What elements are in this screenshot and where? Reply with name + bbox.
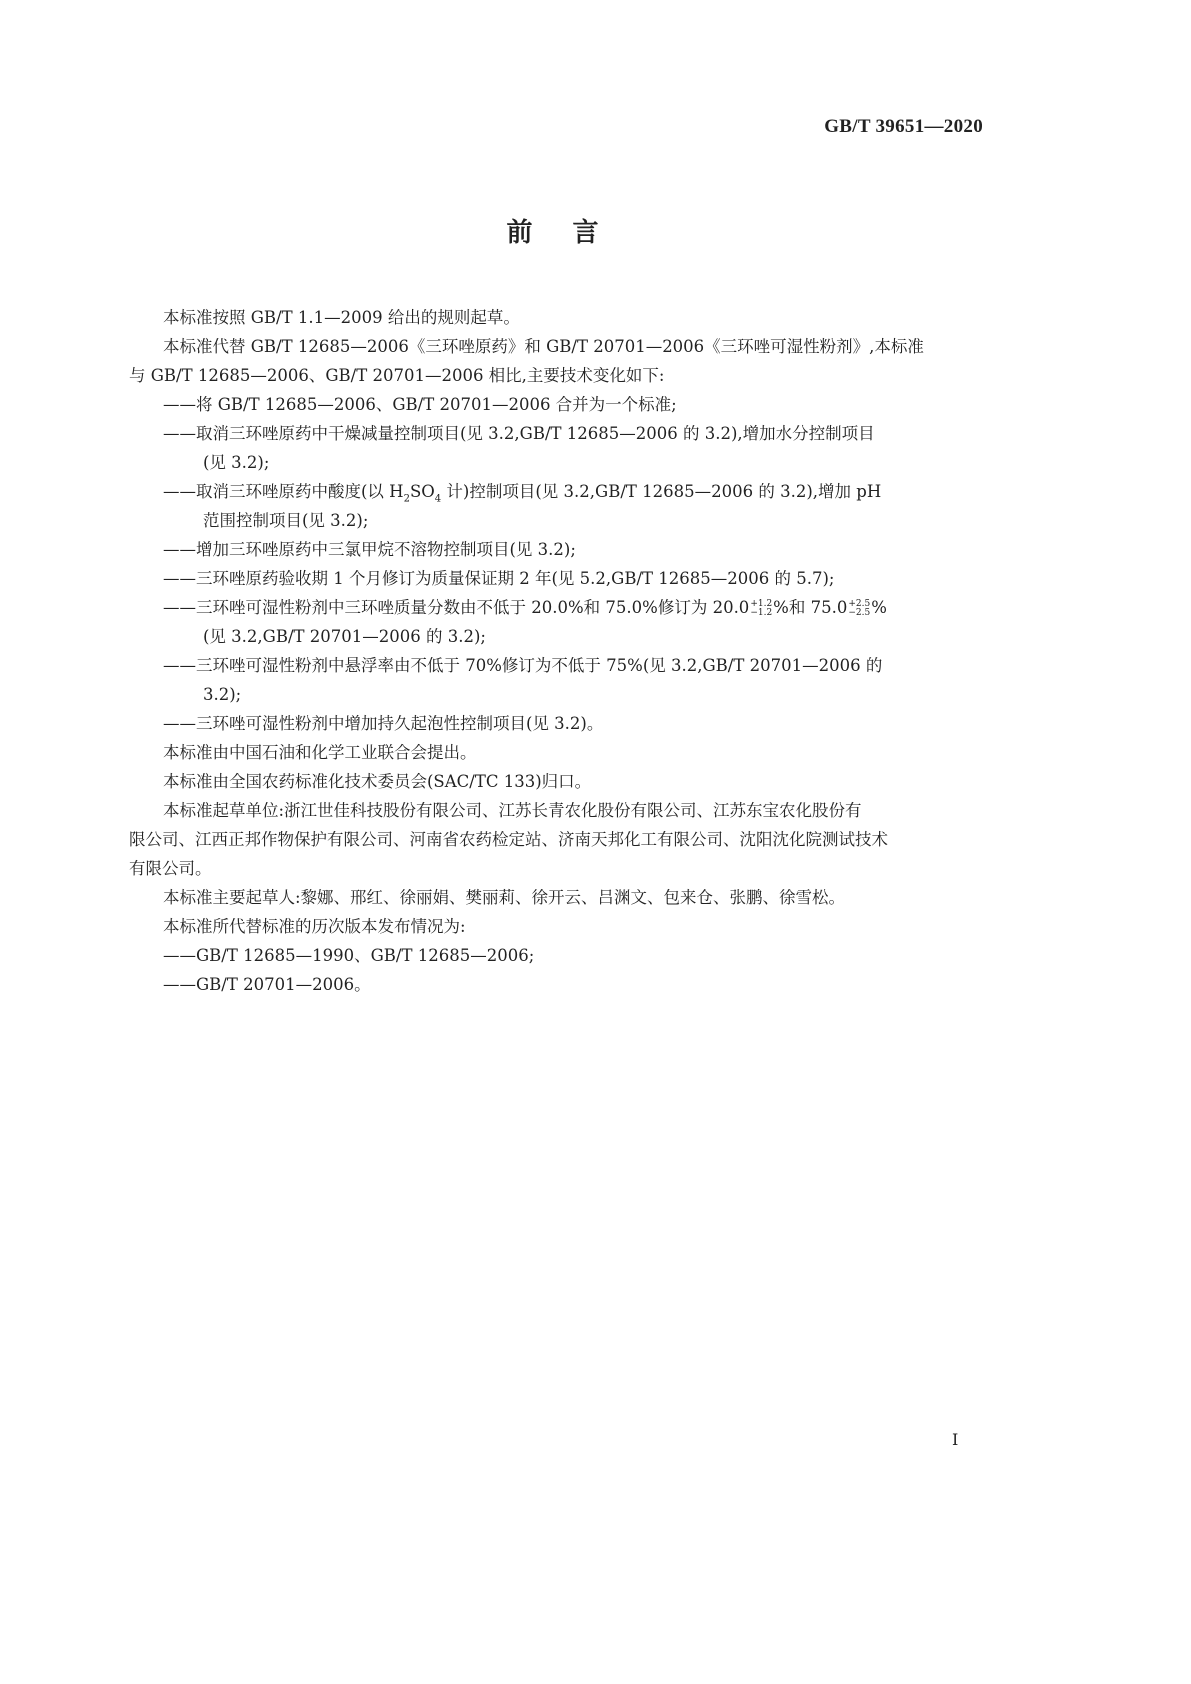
text: ——三环唑可湿性粉剂中三环唑质量分数由不低于 20.0%和 75.0%修订为 20.0 [163, 598, 750, 617]
subscript: 2 [403, 493, 410, 505]
paragraph-line: 本标准由全国农药标准化技术委员会(SAC/TC 133)归口。 [163, 772, 592, 791]
paragraph-line: 本标准代替 GB/T 12685—2006《三环唑原药》和 GB/T 20701—2006《三环唑可湿性粉剂》,本标准 [163, 337, 924, 356]
page-title: 前言 [506, 218, 639, 248]
list-item: ——GB/T 20701—2006。 [163, 975, 371, 994]
tolerance-minus: −1.2 [750, 607, 773, 618]
paragraph-line: 本标准所代替标准的历次版本发布情况为: [163, 917, 466, 936]
foreword-body [129, 303, 985, 999]
list-item: ——GB/T 12685—1990、GB/T 12685—2006; [163, 946, 535, 965]
list-item: ——增加三环唑原药中三氯甲烷不溶物控制项目(见 3.2); [163, 540, 576, 559]
text: % [871, 598, 887, 617]
list-item: ——取消三环唑原药中干燥减量控制项目(见 3.2,GB/T 12685—2006 的 3.2),增加水分控制项目 [163, 424, 875, 443]
list-item: ——三环唑可湿性粉剂中增加持久起泡性控制项目(见 3.2)。 [163, 714, 604, 733]
subscript: 4 [434, 493, 442, 505]
tolerance-minus: −2.5 [848, 607, 871, 618]
list-item-continuation: 3.2); [203, 685, 242, 704]
tolerance-plus: +1.2 [750, 598, 773, 609]
standard-number-header: GB/T 39651—2020 [824, 116, 983, 137]
page-number: I [952, 1430, 959, 1449]
list-item [163, 477, 985, 506]
tolerance [750, 600, 772, 618]
text: ——取消三环唑原药中酸度(以 H [163, 482, 404, 501]
list-item: ——三环唑原药验收期 1 个月修订为质量保证期 2 年(见 5.2,GB/T 12685—2006 的 5.7); [163, 569, 835, 588]
paragraph-line: 本标准起草单位:浙江世佳科技股份有限公司、江苏长青农化股份有限公司、江苏东宝农化股份有 [163, 801, 862, 820]
list-item-continuation: (见 3.2); [203, 453, 270, 472]
tolerance-plus: +2.5 [848, 598, 871, 609]
list-item-continuation: (见 3.2,GB/T 20701—2006 的 3.2); [203, 627, 486, 646]
list-item [163, 593, 985, 622]
paragraph-line: 本标准按照 GB/T 1.1—2009 给出的规则起草。 [163, 308, 520, 327]
paragraph-line: 有限公司。 [129, 859, 212, 878]
paragraph-line: 本标准主要起草人:黎娜、邢红、徐丽娟、樊丽莉、徐开云、吕渊文、包来仓、张鹏、徐雪松。 [163, 888, 846, 907]
text: %和 75.0 [773, 598, 848, 617]
paragraph-line: 本标准由中国石油和化学工业联合会提出。 [163, 743, 477, 762]
text: SO [409, 482, 435, 501]
list-item-continuation: 范围控制项目(见 3.2); [203, 511, 369, 530]
tolerance [848, 600, 870, 618]
paragraph-line: 与 GB/T 12685—2006、GB/T 20701—2006 相比,主要技术变化如下: [129, 366, 665, 385]
paragraph-line: 限公司、江西正邦作物保护有限公司、河南省农药检定站、济南天邦化工有限公司、沈阳沈化院测试技术 [129, 830, 888, 849]
list-item: ——三环唑可湿性粉剂中悬浮率由不低于 70%修订为不低于 75%(见 3.2,GB/T 20701—2006 的 [163, 656, 883, 675]
list-item: ——将 GB/T 12685—2006、GB/T 20701—2006 合并为一个标准; [163, 395, 677, 414]
text: 计)控制项目(见 3.2,GB/T 12685—2006 的 3.2),增加 pH [441, 482, 882, 501]
